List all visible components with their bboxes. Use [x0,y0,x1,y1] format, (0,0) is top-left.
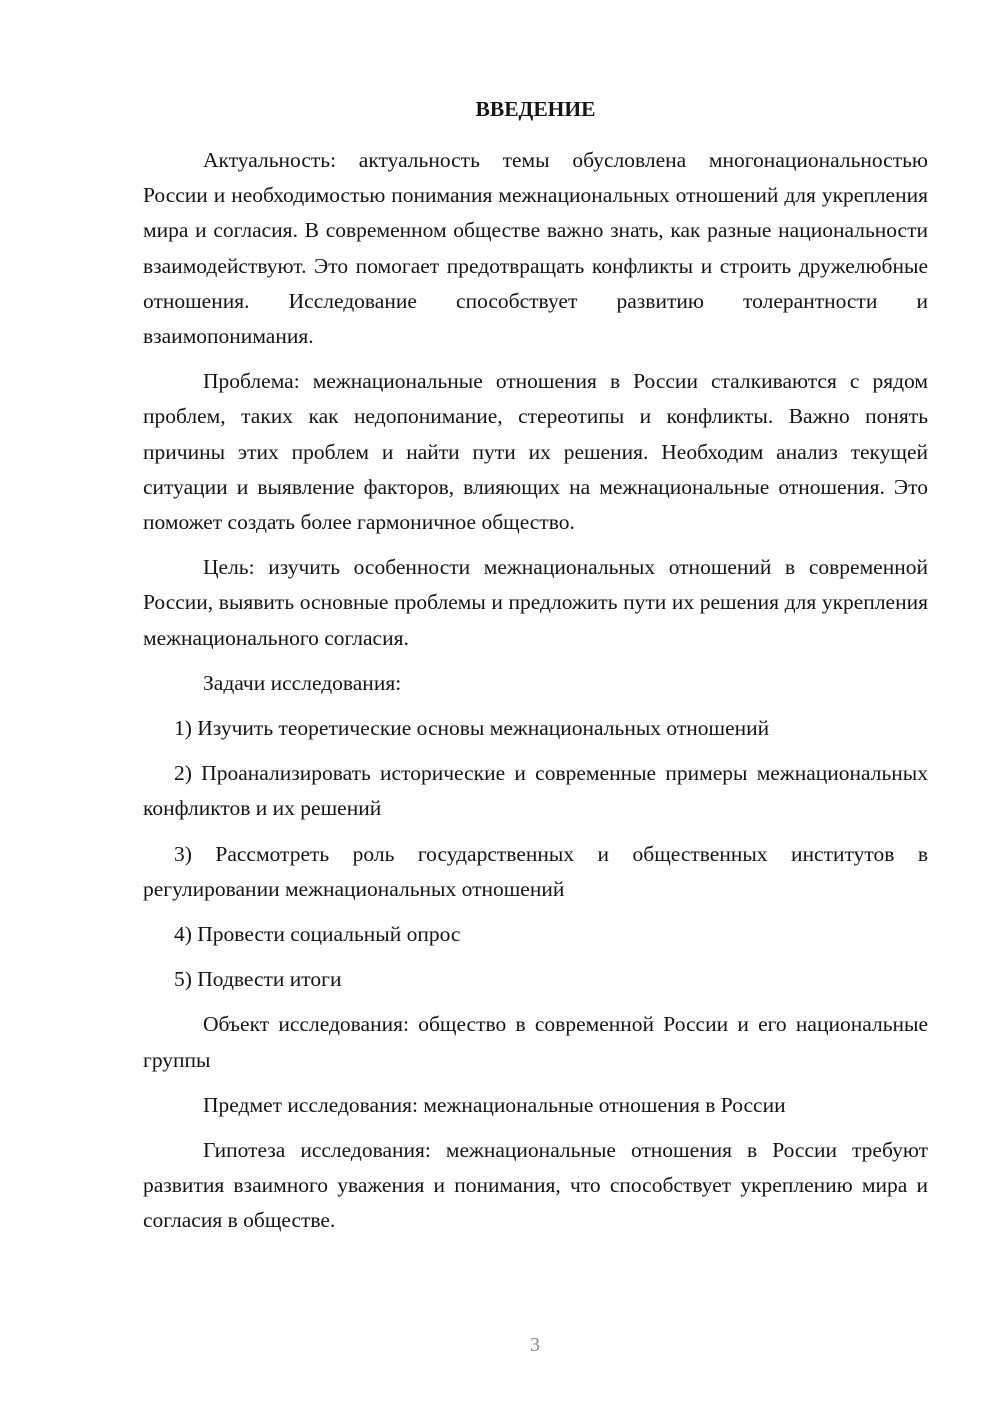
hypothesis-paragraph: Гипотеза исследования: межнациональные отношения в России требуют развития взаимного уважения и понимания, что способствует укреплению мира и согласия в обществе. [143,1138,928,1233]
page-number: 3 [530,1334,540,1356]
task-item: 3) Рассмотреть роль государственных и общественных институтов в регулировании межнациональных отношений [143,841,928,901]
task-item: 5) Подвести итоги [174,967,342,992]
page-title: ВВЕДЕНИЕ [475,97,596,121]
task-item: 4) Провести социальный опрос [174,922,461,947]
document-body [143,143,928,1249]
tasks-heading: Задачи исследования: [203,670,402,695]
subject-paragraph: Предмет исследования: межнациональные отношения в России [203,1092,786,1117]
relevance-paragraph: Актуальность: актуальность темы обусловлена многонациональностью России и необходимостью понимания межнациональных отношений для укрепления мира и согласия. В современном обществе важно знать, как разные национальности взаимодействуют. Это помогает предотвращать конфликты и строить дружелюбные отношения. Исследование способствует развитию толерантности и взаимопонимания. [143,148,928,349]
task-item: 2) Проанализировать исторические и современные примеры межнациональных конфликтов и их решений [143,761,928,821]
problem-paragraph: Проблема: межнациональные отношения в России сталкиваются с рядом проблем, таких как недопонимание, стереотипы и конфликты. Важно понять причины этих проблем и найти пути их решения. Необходим анализ текущей ситуации и выявление факторов, влияющих на межнациональные отношения. Это поможет создать более гармоничное общество. [143,369,928,535]
task-item: 1) Изучить теоретические основы межнациональных отношений [174,716,770,741]
object-paragraph: Объект исследования: общество в современной России и его национальные группы [143,1012,928,1072]
goal-paragraph: Цель: изучить особенности межнациональных отношений в современной России, выявить основные проблемы и предложить пути их решения для укрепления межнационального согласия. [143,555,928,650]
